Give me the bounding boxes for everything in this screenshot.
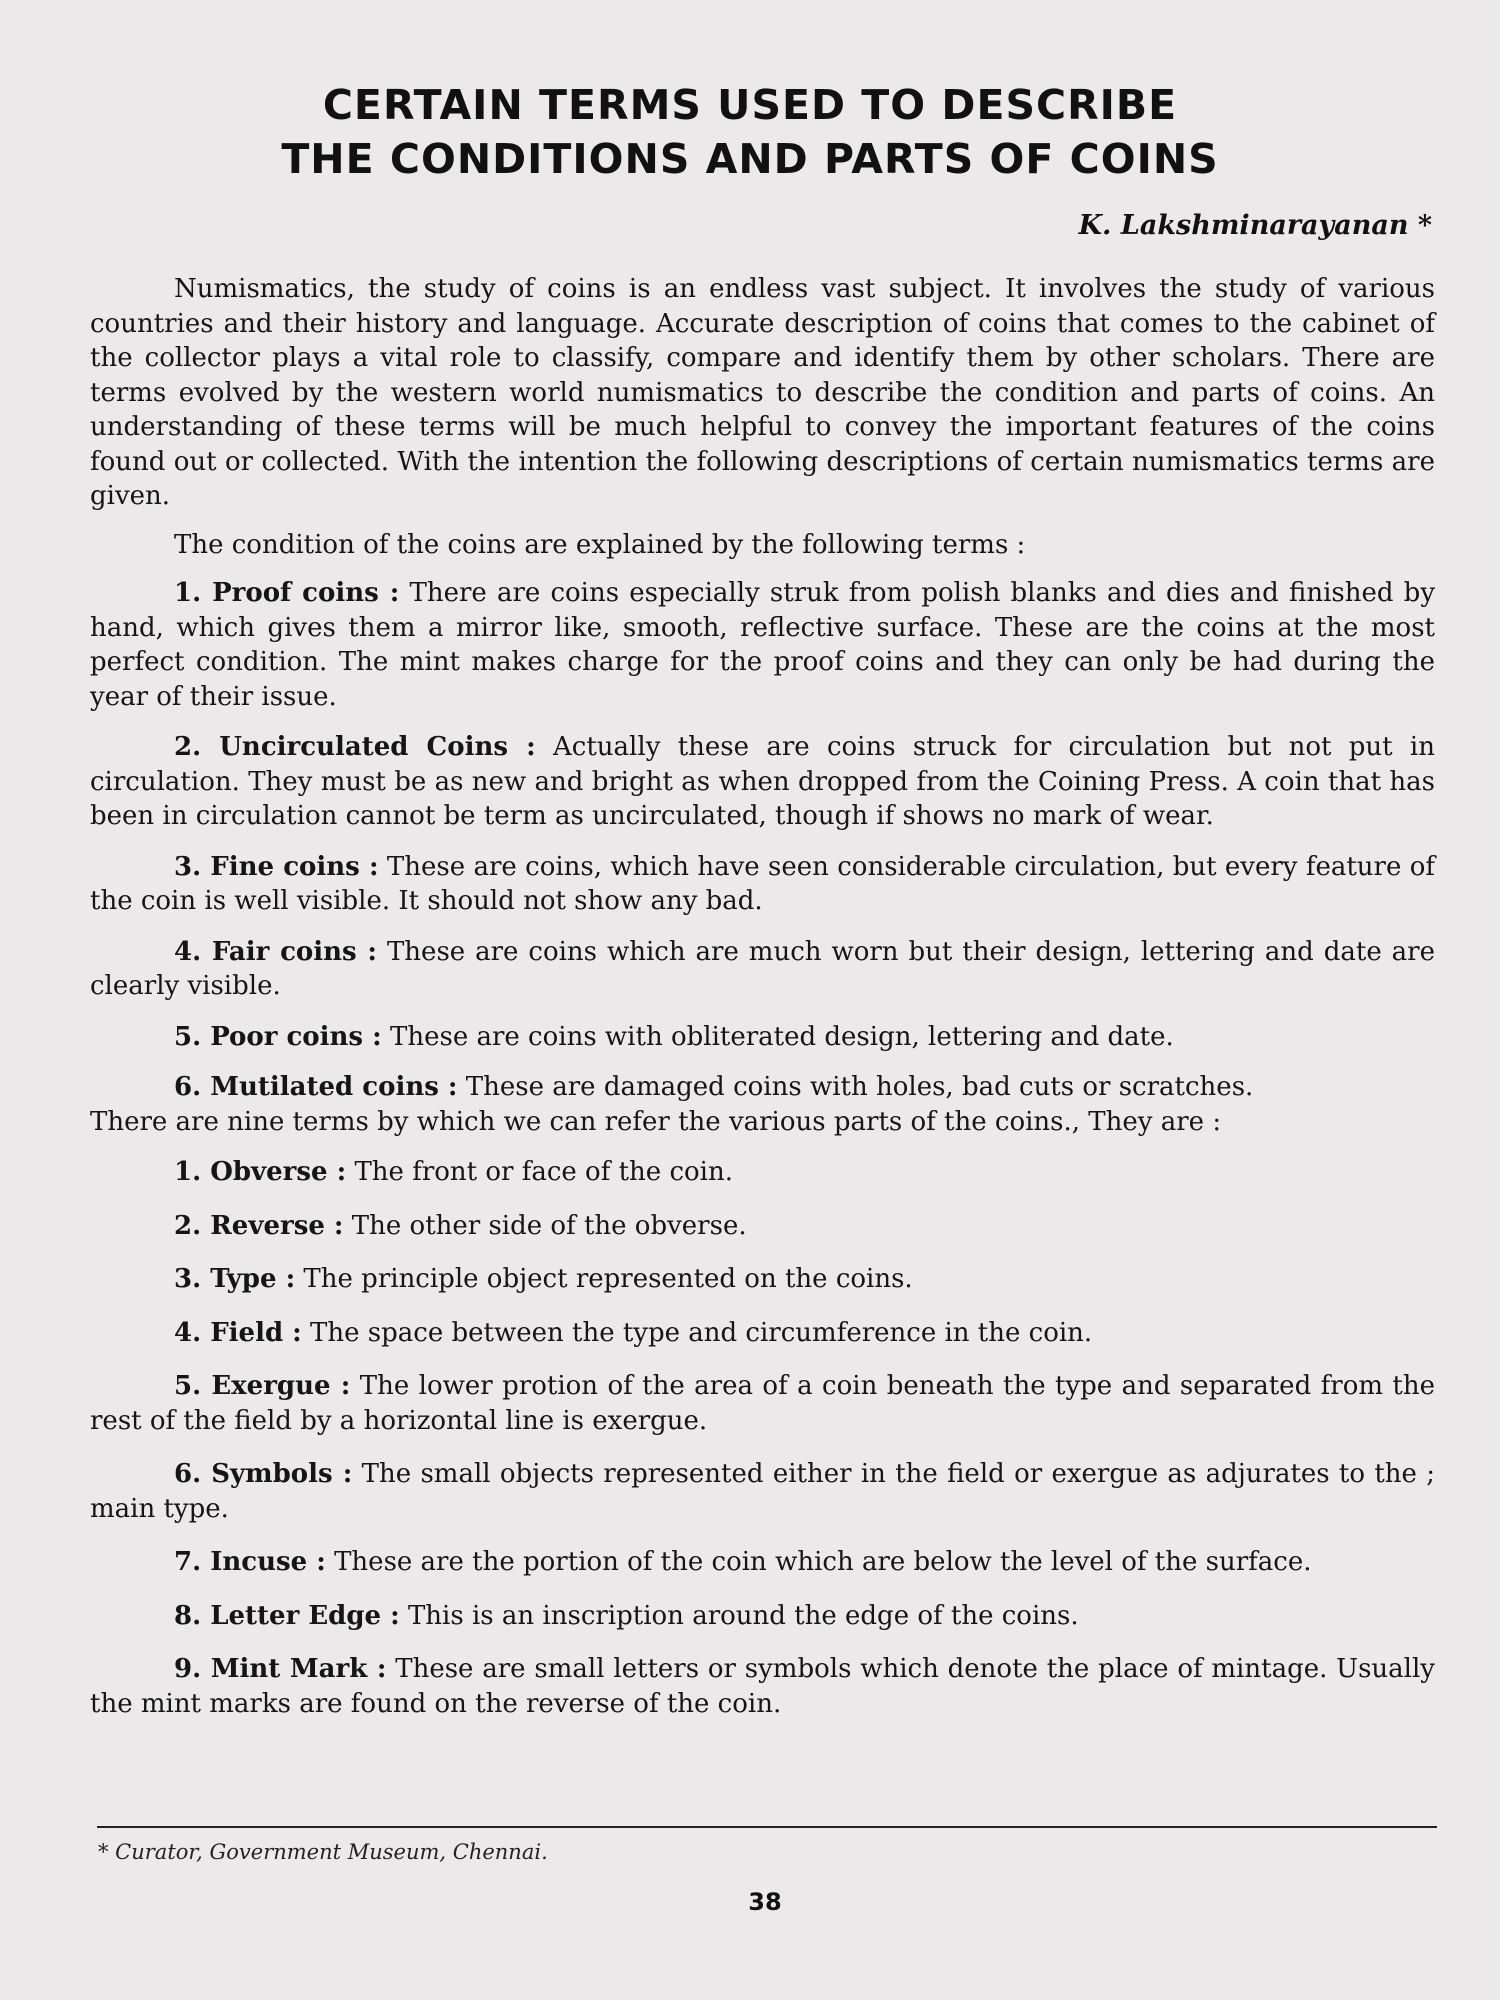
part-item (90, 1262, 1435, 1297)
part-item (90, 1599, 1435, 1634)
part-text: The lower protion of the area of a coin beneath the type and separated from the rest of the field by a horizontal line is exergue. (90, 1371, 1436, 1436)
part-item (90, 1209, 1435, 1244)
condition-item (90, 935, 1435, 1004)
part-text: The principle object represented on the coins. (295, 1264, 913, 1294)
part-item (90, 1457, 1435, 1526)
part-term: 8. Letter Edge : (174, 1600, 400, 1631)
part-term: 9. Mint Mark : (174, 1654, 387, 1684)
condition-term: 4. Fair coins : (174, 936, 378, 967)
part-term: 2. Reverse : (174, 1210, 344, 1241)
footnote: * Curator, Government Museum, Chennai. (98, 1840, 548, 1864)
condition-text: These are coins, which have seen considerable circulation, but every feature of the coin is well visible. It should not show any bad. (90, 851, 1435, 916)
intro-paragraph: Numismatics, the study of coins is an endless vast subject. It involves the study of various countries and their history and language. Accurate description of coins that comes to the cabinet of the collector plays a vital role to classify, compare and identify them by other scholars. There are terms evolved by the western world numismatics to describe the condition and parts of coins. An understanding of these terms will be much helpful to convey the important features of the coins found out or collected. With the intention the following descriptions of certain numismatics terms are given. (90, 274, 1435, 511)
condition-term: 1. Proof coins : (174, 578, 400, 608)
condition-item (90, 576, 1435, 714)
part-text: The space between the type and circumference in the coin. (301, 1317, 1093, 1348)
condition-text: There are coins especially struk from polish blanks and dies and finished by hand, which gives them a mirror like, smooth, reflective surface. These are the coins at the most perfect condition. The mint makes charge for the proof coins and they can only be had during the year of their issue. (90, 578, 1436, 712)
parts-lead: There are nine terms by which we can refer the various parts of the coins., They are : (90, 1106, 1222, 1137)
part-text: The other side of the obverse. (343, 1210, 747, 1241)
article-title (0, 78, 1500, 186)
condition-term: 6. Mutilated coins : (174, 1072, 458, 1102)
footnote-divider (97, 1826, 1437, 1828)
part-term: 7. Incuse : (174, 1547, 326, 1577)
page-number: 38 (748, 1888, 782, 1916)
condition-term: 2. Uncirculated Coins : (174, 732, 536, 762)
part-item (90, 1652, 1435, 1721)
part-text: The small objects represented either in the field or exergue as adjurates to the ; main type. (90, 1459, 1435, 1524)
part-term: 1. Obverse : (174, 1157, 347, 1187)
condition-text: Actually these are coins struck for circulation but not put in circulation. They must be as new and bright as when dropped from the Coining Press. A coin that has been in circulation cannot be term as uncirculated, though if shows no mark of wear. (90, 732, 1435, 831)
condition-text: These are damaged coins with holes, bad cuts or scratches. (457, 1072, 1254, 1102)
part-text: This is an inscription around the edge of the coins. (399, 1600, 1079, 1631)
condition-item (90, 850, 1435, 919)
part-term: 3. Type : (174, 1264, 296, 1294)
part-item (90, 1369, 1435, 1438)
part-item (90, 1316, 1435, 1351)
part-term: 6. Symbols : (174, 1459, 353, 1489)
part-item (90, 1545, 1435, 1580)
condition-term: 3. Fine coins : (174, 851, 379, 882)
part-item (90, 1155, 1435, 1190)
condition-item (90, 730, 1435, 834)
condition-text: These are coins with obliterated design, lettering and date. (381, 1021, 1174, 1052)
condition-text: These are coins which are much worn but their design, lettering and date are clearly visible. (90, 936, 1435, 1001)
part-text: The front or face of the coin. (346, 1157, 733, 1187)
part-text: These are the portion of the coin which are below the level of the surface. (325, 1547, 1312, 1577)
article-body (90, 272, 1435, 1740)
part-term: 4. Field : (174, 1317, 302, 1348)
title-line-2: THE CONDITIONS AND PARTS OF COINS (281, 135, 1219, 183)
part-text: These are small letters or symbols which denote the place of mintage. Usually the mint marks are found on the reverse of the coin. (90, 1654, 1435, 1719)
conditions-lead: The condition of the coins are explained by the following terms : (174, 529, 1026, 560)
author-byline: K. Lakshminarayanan * (1078, 210, 1432, 241)
condition-term: 5. Poor coins : (174, 1021, 382, 1052)
condition-item (90, 1070, 1435, 1105)
part-term: 5. Exergue : (174, 1371, 351, 1401)
title-line-1: CERTAIN TERMS USED TO DESCRIBE (322, 81, 1178, 129)
condition-item (90, 1020, 1435, 1055)
